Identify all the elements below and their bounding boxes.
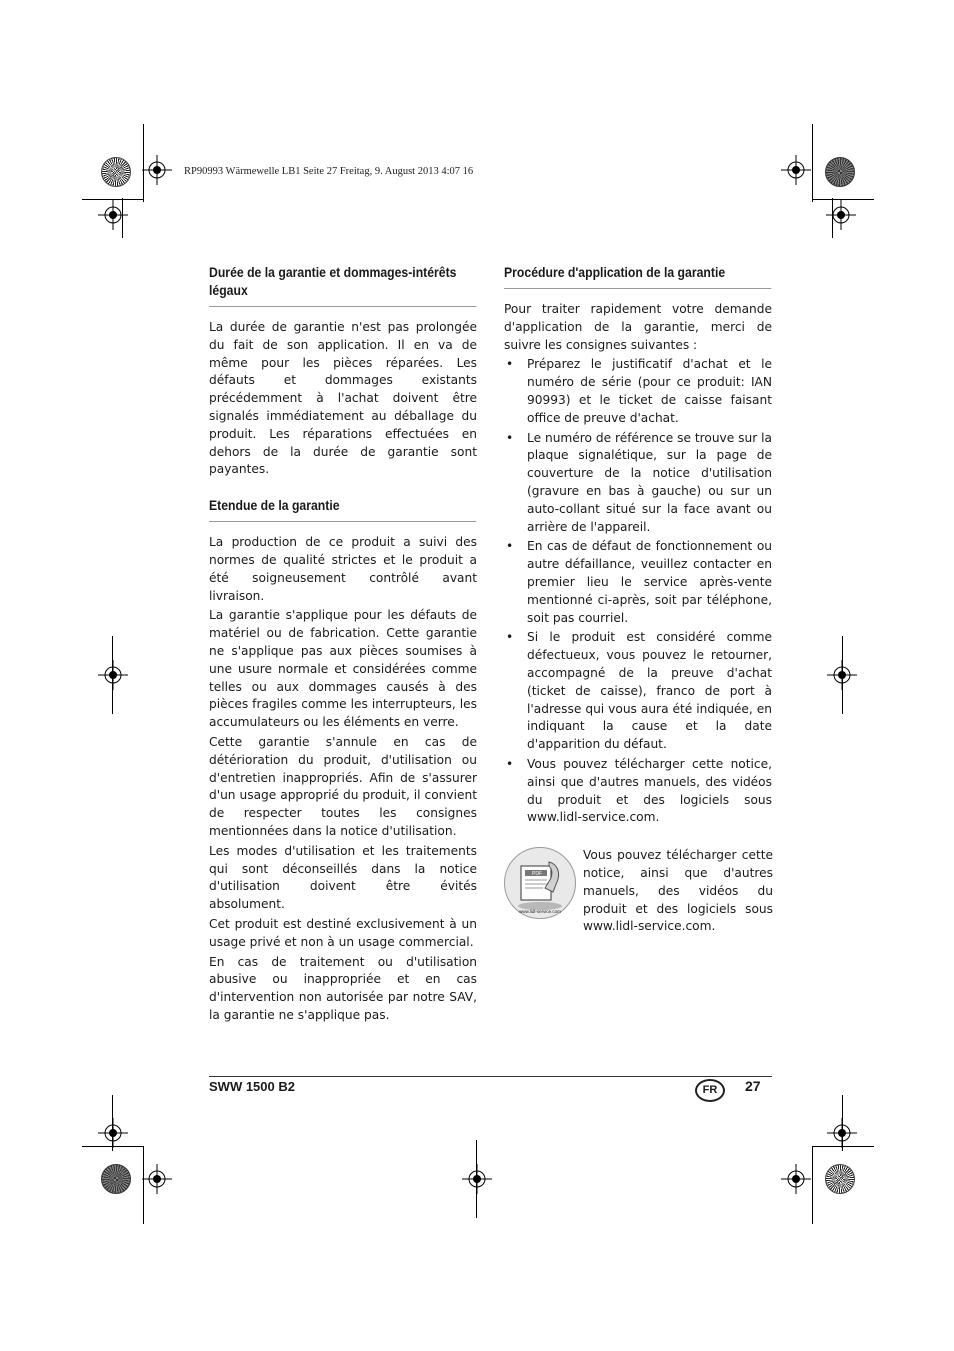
- registration-target-icon: [142, 1164, 172, 1194]
- section-heading-etendue: [209, 497, 477, 522]
- left-column: [209, 264, 477, 1027]
- paragraph: Cette garantie s'annule en cas de détérioration du produit, d'utilisation ou d'entretien inappropriés. Afin de s'assurer d'un usage approprié du produit, il convient de respecter toutes les consignes mentionnées dans la notice d'utilisation.: [209, 734, 477, 838]
- section-heading-duree: [209, 264, 477, 307]
- registration-target-icon: [98, 660, 128, 690]
- section-title: Procédure d'application de la garantie: [504, 264, 772, 289]
- paragraph: En cas de traitement ou d'utilisation abusive ou inappropriée et en cas d'intervention non autorisée par notre SAV, la garantie ne s'applique pas.: [209, 954, 477, 1022]
- paragraph: Cet produit est destiné exclusivement à un usage privé et non à un usage commercial.: [209, 916, 477, 949]
- list-item-text: Vous pouvez télécharger cette notice, ainsi que d'autres manuels, des vidéos du produit et des logiciels sous www.lidl-service.com.: [527, 756, 772, 825]
- list-item: [504, 629, 772, 754]
- language-badge: FR: [695, 1079, 725, 1102]
- registration-target-icon: [827, 1118, 857, 1148]
- section-title: Etendue de la garantie: [209, 497, 477, 522]
- paragraph: La garantie s'applique pour les défauts de matériel ou de fabrication. Cette garantie ne s'applique pas aux pièces soumises à une usure normale et considérées comme telles ou aux dommages causés à des pièces fragiles comme les interrupteurs, les accumulateurs ou les éléments en verre.: [209, 608, 477, 730]
- download-manual-icon: [504, 847, 576, 919]
- list-item: [504, 356, 772, 427]
- list-item-text: En cas de défaut de fonctionnement ou autre défaillance, veuillez contacter en premier lieu le service après-vente mentionné ci-après, soit par téléphone, soit pas courriel.: [527, 539, 772, 625]
- bullet-icon: •: [506, 539, 514, 554]
- registration-target-icon: [826, 200, 856, 230]
- registration-target-icon: [142, 155, 172, 185]
- list-item: [504, 756, 772, 827]
- list-item-text: Si le produit est considéré comme défectueux, vous pouvez le retourner, accompagné de la preuve d'achat (ticket de caisse), franco de port à l'adresse qui vous aura été indiquée, en indiquant la cause et la date d'apparition du défaut.: [527, 630, 772, 752]
- right-column: [504, 264, 772, 947]
- intro-paragraph: Pour traiter rapidement votre demande d'application de la garantie, merci de suivre les consignes suivantes :: [504, 302, 772, 352]
- print-slug: RP90993 Wärmewelle LB1 Seite 27 Freitag, 9. August 2013 4:07 16: [184, 166, 474, 177]
- color-target-icon: [101, 157, 131, 187]
- color-target-icon: [825, 157, 855, 187]
- color-target-icon: [101, 1164, 131, 1194]
- registration-target-icon: [98, 1118, 128, 1148]
- bullet-list: [504, 356, 772, 827]
- paragraph: La durée de garantie n'est pas prolongée du fait de son application. Il en va de même pour les pièces réparées. Les défauts et dommages existants précédemment à l'achat doivent être signalés immédiatement au déballage du produit. Les réparations effectuées en dehors de la durée de garantie sont payantes.: [209, 320, 477, 477]
- list-item-text: Préparez le justificatif d'achat et le numéro de série (pour ce produit: IAN 90993) et le ticket de caisse faisant office de preuve d'achat.: [527, 357, 772, 425]
- bullet-icon: •: [506, 630, 514, 645]
- footer-divider: [209, 1076, 772, 1077]
- bullet-icon: •: [506, 357, 514, 372]
- list-item-text: Le numéro de référence se trouve sur la plaque signalétique, sur la page de couverture de la notice d'utilisation (gravure en bas à gauche) ou sur un auto-collant situé sur la face avant ou arrière de l'appareil.: [527, 430, 772, 534]
- paragraph: Les modes d'utilisation et les traitements qui sont déconseillés dans la notice d'utilisation doivent être évités absolument.: [209, 843, 477, 912]
- registration-target-icon: [827, 660, 857, 690]
- download-block: [504, 847, 772, 947]
- section-heading-procedure: [504, 264, 772, 289]
- list-item: [504, 430, 772, 537]
- bullet-icon: •: [506, 756, 514, 771]
- bullet-icon: •: [506, 430, 514, 445]
- registration-target-icon: [462, 1164, 492, 1194]
- section-title: Durée de la garantie et dommages-intérêts légaux: [209, 264, 477, 307]
- page-number: 27: [745, 1078, 761, 1094]
- registration-target-icon: [98, 200, 128, 230]
- registration-target-icon: [781, 155, 811, 185]
- registration-target-icon: [781, 1164, 811, 1194]
- model-number: SWW 1500 B2: [209, 1079, 295, 1094]
- list-item: [504, 538, 772, 627]
- crop-mark: [812, 124, 813, 202]
- website-caption: www.lidl-service.com: [519, 909, 561, 915]
- color-target-icon: [825, 1164, 855, 1194]
- crop-mark: [812, 1146, 813, 1224]
- pdf-label: PDF: [532, 871, 542, 878]
- download-text: Vous pouvez télécharger cette notice, ainsi que d'autres manuels, des vidéos du produit et des logiciels sous www.lidl-service.com.: [583, 848, 773, 934]
- paragraph: La production de ce produit a suivi des normes de qualité strictes et le produit a été soigneusement contrôlé avant livraison.: [209, 535, 477, 603]
